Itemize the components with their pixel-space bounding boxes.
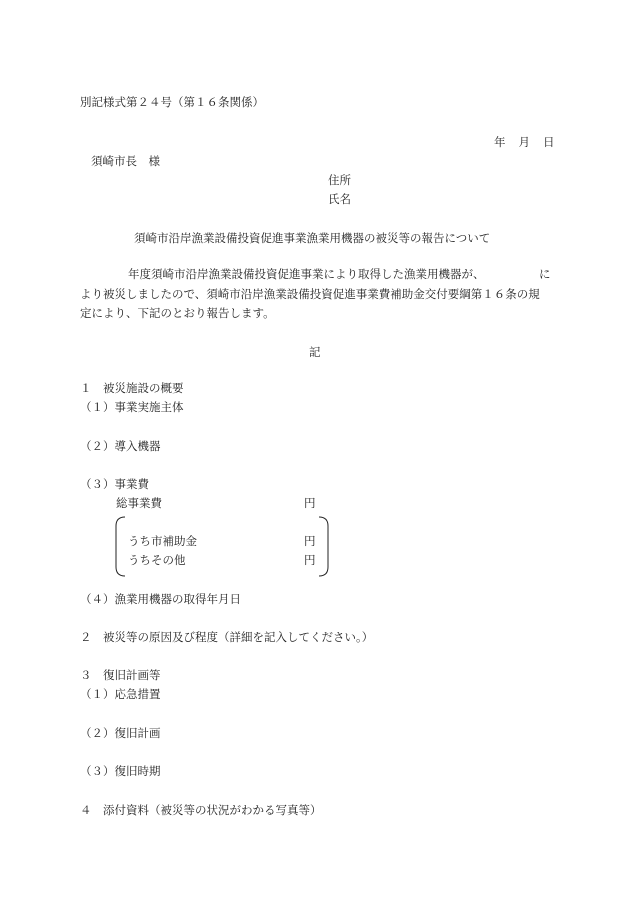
address-label: 住所 [328,173,351,187]
section-3-heading: ３ 復旧計画等 [80,668,161,682]
section-4-heading: ４ 添付資料（被災等の状況がわかる写真等） [80,803,322,817]
total-cost-unit: 円 [304,496,316,510]
city-subsidy-unit: 円 [304,534,316,548]
body-line-3: 定により、下記のとおり報告します。 [80,306,275,320]
left-bracket [116,517,125,576]
section-3-item-2: （２）復旧計画 [80,726,161,740]
other-cost-label: うちその他 [128,553,186,567]
date-year: 年 [494,135,506,149]
section-3-item-1: （１）応急措置 [80,687,161,701]
section-1-item-2: （２）導入機器 [80,439,161,453]
section-2-heading: ２ 被災等の原因及び程度（詳細を記入してください。） [80,630,374,644]
other-cost-unit: 円 [304,553,316,567]
section-1-heading: １ 被災施設の概要 [80,381,184,395]
body-line-2: より被災しましたので、須崎市沿岸漁業設備投資促進事業費補助金交付要綱第１６条の規 [80,287,540,301]
section-1-item-1: （１）事業実施主体 [80,400,184,414]
section-1-item-4: （４）漁業用機器の取得年月日 [80,592,241,606]
name-label: 氏名 [328,192,351,206]
date-line [494,137,555,149]
total-cost-label: 総事業費 [116,496,162,510]
addressee: 須崎市長 様 [91,154,160,168]
date-day: 日 [543,135,555,149]
section-1-item-3: （３）事業費 [80,477,149,491]
body-line-1-end: に [539,267,551,281]
section-3-item-3: （３）復旧時期 [80,764,161,778]
city-subsidy-label: うち市補助金 [128,534,197,548]
date-month: 月 [518,135,530,149]
body-line-1: 年度須崎市沿岸漁業設備投資促進事業により取得した漁業用機器が、 [128,267,485,281]
ki-heading: 記 [309,345,321,359]
document-title: 須崎市沿岸漁業設備投資促進事業漁業用機器の被災等の報告について [134,231,491,245]
form-number: 別記様式第２４号（第１６条関係） [80,95,264,109]
right-bracket [319,517,328,576]
